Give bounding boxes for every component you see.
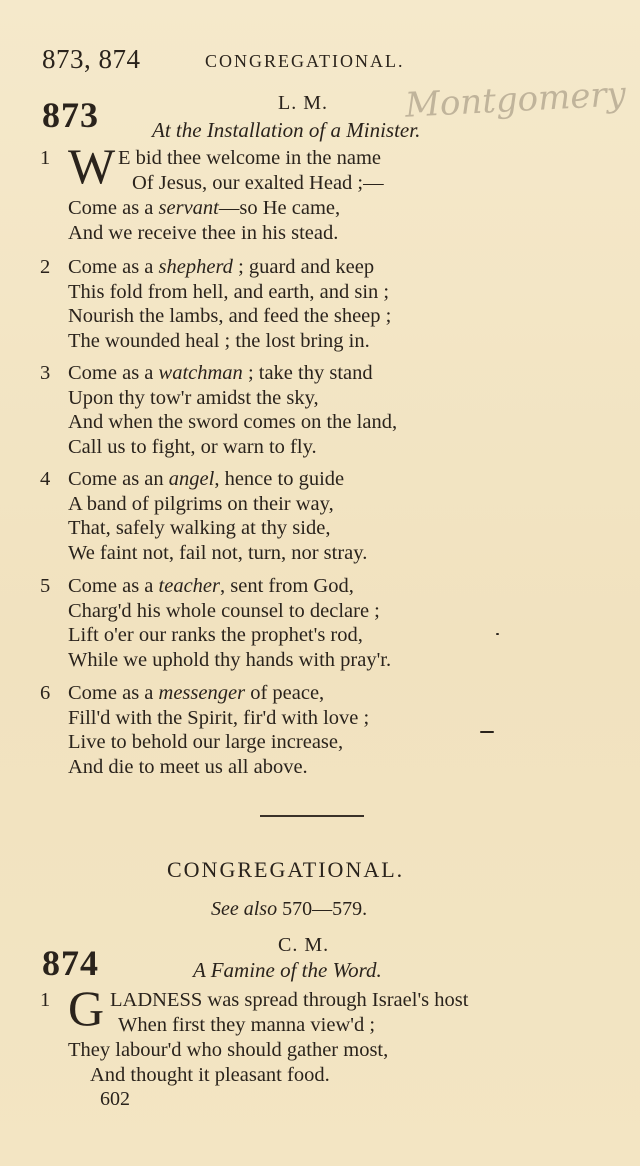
hymn-874-occasion: A Famine of the Word. (193, 958, 382, 982)
stanza-line: Come as a messenger of peace, (68, 682, 325, 704)
section-title: CONGREGATIONAL. (167, 857, 405, 882)
stanza-line: They labour'd who should gather most, (68, 1039, 389, 1061)
hymn-873-meter: L. M. (278, 92, 328, 114)
stanza-number: 3 (40, 362, 51, 384)
stanza-line: Charg'd his whole counsel to declare ; (68, 599, 380, 622)
emphasized-word: messenger (158, 682, 246, 704)
emphasized-word: shepherd (158, 256, 233, 278)
stanza-line: Of Jesus, our exalted Head ;— (132, 172, 384, 194)
stanza-number: 4 (40, 468, 51, 490)
stanza-line: Lift o'er our ranks the prophet's rod, (68, 624, 363, 646)
stanza-text (68, 361, 397, 459)
page-number: 602 (100, 1088, 130, 1110)
drop-cap: W (68, 138, 116, 194)
header-running-title: CONGREGATIONAL. (205, 51, 405, 71)
header-hymn-numbers: 873, 874 (42, 44, 141, 74)
hymn-873-stanza-3 (40, 361, 620, 461)
hymn-873-stanza-4 (40, 467, 620, 567)
stanza-line: And thought it pleasant food. (90, 1064, 330, 1086)
stanza-line: Live to behold our large increase, (68, 731, 344, 753)
ink-speck (480, 731, 494, 733)
stanza-line: While we uphold thy hands with pray'r. (68, 648, 392, 671)
stanza-line: LADNESS was spread through Israel's host (110, 989, 469, 1011)
stanza-line: That, safely walking at thy side, (68, 517, 331, 539)
hymn-874-meter: C. M. (278, 934, 330, 956)
stanza-line: And we receive thee in his stead. (68, 222, 339, 244)
hymn-873-number: 873 (42, 95, 99, 135)
hymn-873-occasion: At the Installation of a Minister. (152, 118, 421, 142)
stanza-line: E bid thee welcome in the name (118, 147, 381, 169)
stanza-number: 1 (40, 989, 51, 1011)
stanza-line: And when the sword comes on the land, (68, 411, 398, 433)
pencil-annotation: Montgomery (404, 74, 627, 126)
stanza-text (68, 255, 391, 353)
stanza-number: 2 (40, 256, 51, 278)
hymn-874-number: 874 (42, 943, 99, 983)
emphasized-word: angel (168, 468, 215, 490)
see-also-range: 570—579. (282, 898, 368, 920)
emphasized-word: teacher (158, 575, 221, 597)
stanza-number: 5 (40, 575, 51, 597)
hymn-873-stanza-6 (40, 681, 620, 781)
stanza-line: Come as an angel, hence to guide (68, 468, 345, 490)
hymn-873-stanza-2 (40, 255, 620, 355)
see-also-label: See also (211, 898, 278, 920)
stanza-text (68, 574, 391, 672)
stanza-line: And die to meet us all above. (68, 755, 308, 778)
hymn-873-stanza-1 (40, 138, 620, 246)
ink-speck (496, 633, 499, 635)
stanza-line: Fill'd with the Spirit, fir'd with love ; (68, 706, 370, 729)
stanza-line: Upon thy tow'r amidst the sky, (68, 386, 319, 409)
stanza-line: Come as a shepherd ; guard and keep (68, 256, 375, 278)
emphasized-word: servant (158, 197, 219, 219)
stanza-number: 1 (40, 147, 51, 169)
emphasized-word: watchman (158, 362, 243, 384)
stanza-line: Come as a servant—so He came, (68, 197, 341, 219)
stanza-line: When first they manna view'd ; (118, 1014, 376, 1036)
see-also (211, 898, 367, 921)
stanza-number: 6 (40, 682, 51, 704)
stanza-text (68, 681, 369, 779)
stanza-line: A band of pilgrims on their way, (68, 492, 334, 515)
stanza-line: Come as a watchman ; take thy stand (68, 362, 373, 384)
stanza-line: Come as a teacher, sent from God, (68, 575, 354, 597)
stanza-line: The wounded heal ; the lost bring in. (68, 329, 370, 352)
stanza-line: Call us to fight, or warn to fly. (68, 435, 317, 458)
hymn-874-stanza-1 (40, 980, 620, 1088)
stanza-line: This fold from hell, and earth, and sin ; (68, 280, 390, 303)
stanza-line: Nourish the lambs, and feed the sheep ; (68, 305, 392, 327)
section-divider (260, 815, 364, 817)
drop-cap: G (68, 980, 105, 1036)
stanza-line: We faint not, fail not, turn, nor stray. (68, 541, 368, 564)
hymn-873-stanza-5 (40, 574, 620, 674)
stanza-text (68, 467, 367, 565)
